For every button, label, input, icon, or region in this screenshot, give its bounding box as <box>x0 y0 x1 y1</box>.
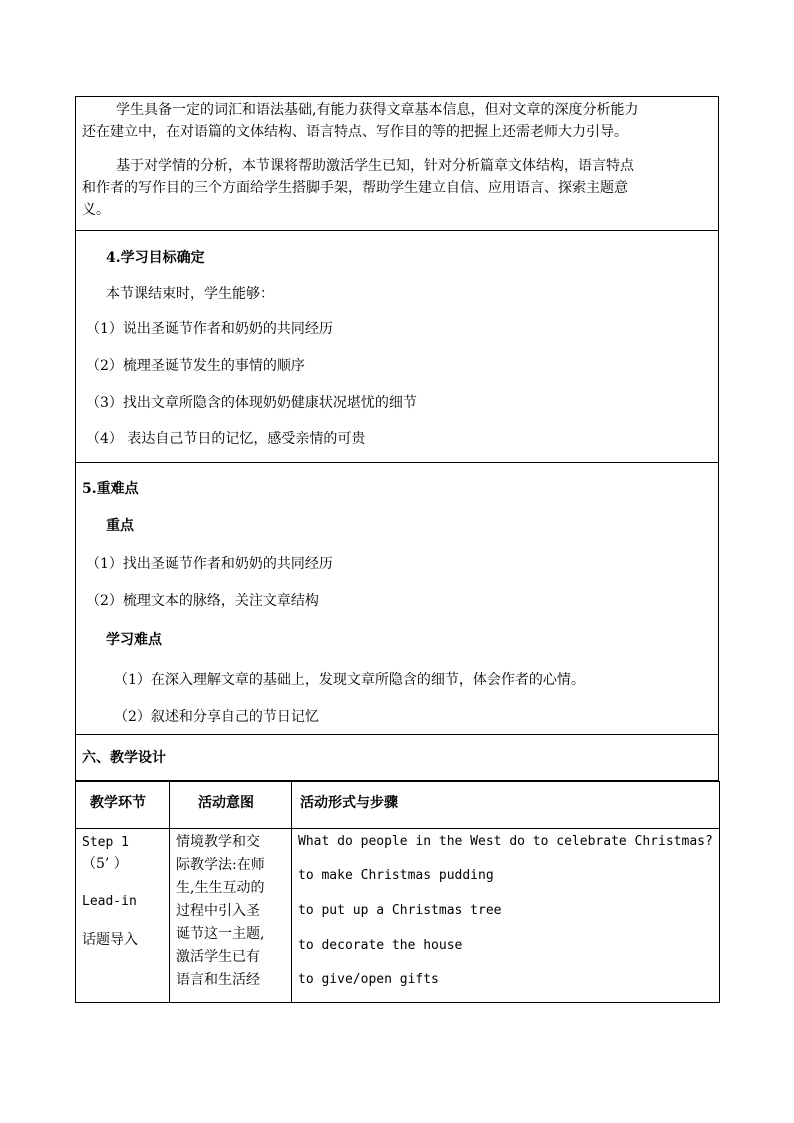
key-item: （1）找出圣诞节作者和奶奶的共同经历 <box>86 556 333 572</box>
objective-item: （3）找出文章所隐含的体现奶奶健康状况堪忧的细节 <box>86 395 417 411</box>
intent-line: 情境教学和交 <box>176 834 260 850</box>
analysis-paragraph-1-line-2: 还在建立中，在对语篇的文体结构、语言特点、写作目的等的把握上还需老师大力引导。 <box>82 124 628 140</box>
activity-line: to give/open gifts <box>298 972 439 987</box>
teaching-design-heading-section <box>75 735 719 781</box>
column-header-intent: 活动意图 <box>198 795 254 811</box>
step-duration: （5’ ） <box>82 856 128 872</box>
intent-cell <box>170 829 292 1003</box>
keypoints-heading: 5.重难点 <box>82 481 139 497</box>
intent-line: 语言和生活经 <box>176 972 260 988</box>
activity-line: to put up a Christmas tree <box>298 903 502 918</box>
column-header-activity: 活动形式与步骤 <box>300 795 398 811</box>
teaching-design-table <box>75 781 720 1003</box>
lesson-plan-page <box>75 96 719 1003</box>
header-cell <box>170 782 292 829</box>
intent-line: 激活学生已有 <box>176 949 260 965</box>
step-name-cn: 话题导入 <box>82 932 138 948</box>
objectives-heading: 4.学习目标确定 <box>106 250 205 266</box>
key-points-section <box>75 463 719 735</box>
header-cell <box>76 782 170 829</box>
student-analysis-section <box>75 96 719 231</box>
analysis-paragraph-2-line-2: 和作者的写作目的三个方面给学生搭脚手架，帮助学生建立自信、应用语言、探索主题意 <box>82 180 628 196</box>
difficult-item: （1）在深入理解文章的基础上，发现文章所隐含的细节，体会作者的心情。 <box>114 672 585 688</box>
intent-line: 诞节这一主题, <box>176 926 265 942</box>
stage-cell <box>76 829 170 1003</box>
objectives-intro: 本节课结束时，学生能够： <box>106 286 274 302</box>
analysis-paragraph-2-line-3: 义。 <box>82 202 110 218</box>
objective-item: （2）梳理圣诞节发生的事情的顺序 <box>86 358 305 374</box>
objective-item: （4） 表达自己节日的记忆，感受亲情的可贵 <box>86 431 366 447</box>
key-item: （2）梳理文本的脉络，关注文章结构 <box>86 593 319 609</box>
intent-line: 生,生生互动的 <box>176 880 265 896</box>
intent-line: 际教学法:在师 <box>176 857 265 873</box>
step-name: Lead-in <box>82 894 137 909</box>
intent-line: 过程中引入圣 <box>176 903 260 919</box>
activity-cell <box>292 829 720 1003</box>
column-header-stage: 教学环节 <box>90 795 146 811</box>
header-cell <box>292 782 720 829</box>
learning-objectives-section <box>75 231 719 463</box>
activity-line: to make Christmas pudding <box>298 868 494 883</box>
activity-question: What do people in the West do to celebrate Christmas? <box>298 834 713 849</box>
step-label: Step 1 <box>82 835 129 850</box>
key-heading: 重点 <box>106 518 134 534</box>
analysis-paragraph-1-line-1: 学生具备一定的词汇和语法基础,有能力获得文章基本信息，但对文章的深度分析能力 <box>116 102 639 118</box>
analysis-paragraph-2-line-1: 基于对学情的分析，本节课将帮助激活学生已知，针对分析篇章文体结构，语言特点 <box>116 158 634 174</box>
difficult-item: （2）叙述和分享自己的节日记忆 <box>114 709 319 725</box>
objective-item: （1）说出圣诞节作者和奶奶的共同经历 <box>86 321 333 337</box>
teaching-design-heading: 六、教学设计 <box>82 750 166 766</box>
table-row <box>76 829 720 1003</box>
difficult-heading: 学习难点 <box>106 632 162 648</box>
activity-line: to decorate the house <box>298 938 463 953</box>
table-header-row <box>76 782 720 829</box>
